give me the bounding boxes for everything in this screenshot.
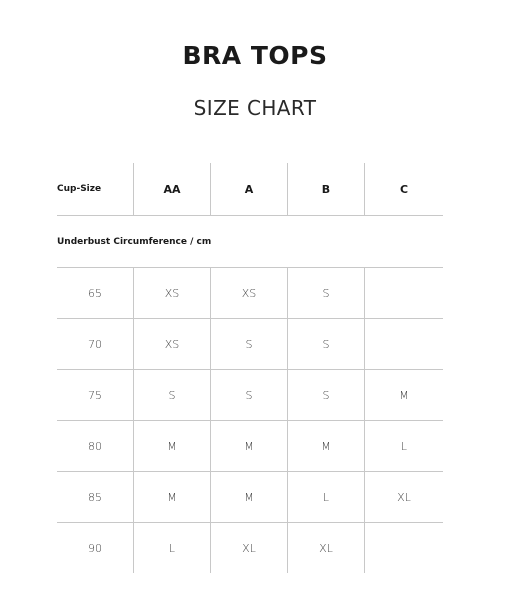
size-cell: L <box>134 523 211 573</box>
column-header: A <box>211 163 288 215</box>
table-row <box>57 421 443 472</box>
size-cell: M <box>288 421 365 471</box>
size-cell: S <box>288 370 365 420</box>
underbust-cell: 85 <box>57 472 134 522</box>
table-row <box>57 472 443 523</box>
size-cell: M <box>211 472 288 522</box>
page-title: BRA TOPS <box>182 41 328 70</box>
size-cell: S <box>211 319 288 369</box>
header-label: Cup-Size <box>57 163 134 215</box>
size-cell: L <box>288 472 365 522</box>
underbust-cell: 65 <box>57 268 134 318</box>
size-cell: M <box>399 388 409 402</box>
size-cell: S <box>288 319 365 369</box>
size-cell: XS <box>211 268 288 318</box>
table-row <box>57 319 443 370</box>
size-cell: L <box>400 439 408 453</box>
column-header: B <box>288 163 365 215</box>
size-cell: XS <box>134 319 211 369</box>
underbust-cell: 80 <box>57 421 134 471</box>
column-header: C <box>399 182 409 196</box>
page-subtitle: SIZE CHART <box>193 96 317 120</box>
size-cell <box>365 268 443 318</box>
size-cell: M <box>134 472 211 522</box>
size-cell: XS <box>134 268 211 318</box>
size-cell: S <box>211 370 288 420</box>
size-cell <box>365 523 443 573</box>
table-header-row <box>57 163 443 216</box>
size-cell: S <box>288 268 365 318</box>
table-row <box>57 370 443 421</box>
size-cell: XL <box>397 490 411 504</box>
section-label: Underbust Circumference / cm <box>57 216 443 268</box>
size-cell: M <box>134 421 211 471</box>
underbust-cell: 75 <box>57 370 134 420</box>
underbust-cell: 70 <box>57 319 134 369</box>
column-header: AA <box>134 163 211 215</box>
size-cell: M <box>211 421 288 471</box>
size-cell <box>365 319 443 369</box>
size-cell: XL <box>288 523 365 573</box>
underbust-cell: 90 <box>57 523 134 573</box>
table-row <box>57 523 443 573</box>
size-cell: XL <box>211 523 288 573</box>
size-cell: S <box>134 370 211 420</box>
size-chart-table <box>57 163 443 573</box>
table-row <box>57 268 443 319</box>
